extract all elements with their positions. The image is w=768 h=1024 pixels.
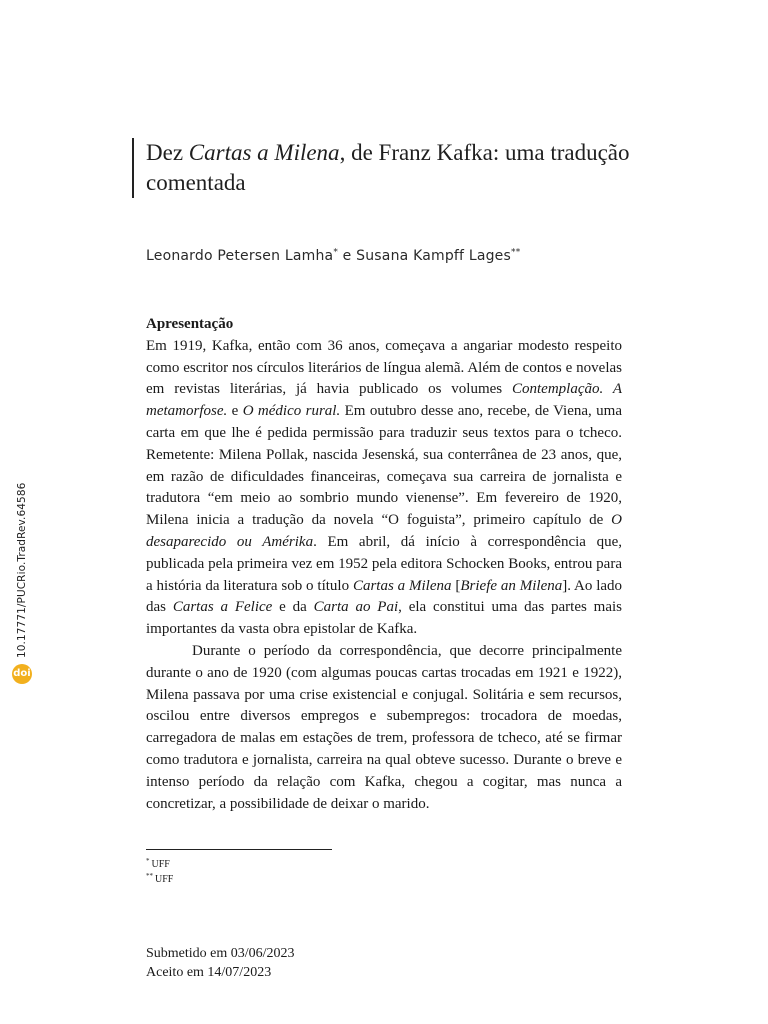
p1-text-7: e da bbox=[272, 599, 314, 616]
title-accent-bar bbox=[132, 138, 134, 198]
accepted-date: Aceito em 14/07/2023 bbox=[146, 965, 272, 980]
paragraph-2: Durante o período da correspondência, que decorre principalmente durante o ano de 1920 (com algumas poucas cartas trocadas em 1921 e 1922), Milena passava por uma crise existencial e conjugal. Solitária e sem recursos, oscilou entre diversos empregos e subempregos: trocadora de moedas, carregadora de malas em estações de trem, professora de tcheco, até se firmar como tradutora e jornalista, carreira na qual obteve sucesso. Durante o breve e intenso período da relação com Kafka, chegou a cogitar, mas nunca a concretizar, a possibilidade de deixar o marido. bbox=[146, 642, 622, 812]
p1-text-4: . Em abril, dá início à correspondência que, publicada pela primeira vez em 1952 pela editora Schocken Books, entrou para a história da literatura sob o título bbox=[146, 533, 622, 594]
p1-italic-7: Carta ao Pai bbox=[313, 599, 399, 616]
p1-italic-1: Contemplação. A metamorfose. bbox=[146, 381, 622, 420]
title-part-2: , de Franz Kafka: uma tradução comentada bbox=[146, 140, 630, 195]
title-italic: Cartas a Milena bbox=[188, 140, 340, 165]
p1-text-6: ]. Ao lado das bbox=[146, 577, 623, 616]
article-title bbox=[146, 138, 666, 198]
author-1: Leonardo Petersen Lamha bbox=[146, 248, 334, 264]
author-connector: e bbox=[338, 248, 357, 264]
footnote-divider bbox=[146, 849, 332, 850]
footnotes bbox=[146, 857, 173, 887]
submission-dates bbox=[146, 944, 295, 982]
article-body bbox=[146, 314, 622, 815]
footnote-2 bbox=[146, 872, 173, 887]
p1-text-3: Em outubro desse ano, recebe, de Viena, uma carta em que lhe é pedida permissão para traduzir seus textos para o tcheco. Remetente: Milena Pollak, nascida Jesenská, sua conterrânea de 23 anos, que, em razão de dificuldades financeiras, começava sua carreira de jornalista e tradutora “em meio ao sombrio mundo vienense”. Em fevereiro de 1920, Milena inicia a tradução da novela “O foguista”, primeiro capítulo de bbox=[146, 403, 622, 529]
p1-text-1: Em 1919, Kafka, então com 36 anos, começava a angariar modesto respeito como escritor nos círculos literários de língua alemã. Além de contos e novelas em revistas literárias, já havia publicado os volumes bbox=[146, 337, 622, 398]
section-heading: Apresentação bbox=[146, 316, 234, 332]
footnote-2-text: UFF bbox=[155, 874, 174, 885]
author-1-mark: * bbox=[333, 247, 339, 258]
p1-text-5: [ bbox=[451, 577, 461, 594]
doi-link[interactable] bbox=[12, 483, 32, 684]
title-part-1: Dez bbox=[146, 140, 189, 165]
p1-italic-2: O médico rural. bbox=[242, 403, 341, 420]
footnote-2-mark: ** bbox=[146, 871, 153, 880]
submitted-date: Submetido em 03/06/2023 bbox=[146, 946, 295, 961]
p1-italic-4: Cartas a Milena bbox=[352, 577, 452, 594]
footnote-1 bbox=[146, 857, 173, 872]
author-line bbox=[146, 248, 520, 264]
footnote-1-text: UFF bbox=[151, 859, 170, 870]
p1-text-8: , ela constitui uma das partes mais importantes da vasta obra epistolar de Kafka. bbox=[146, 599, 622, 638]
p1-italic-3: O desaparecido ou Amérika bbox=[146, 512, 622, 550]
p1-italic-5: Briefe an Milena bbox=[460, 577, 563, 594]
p1-italic-6: Cartas a Felice bbox=[172, 599, 273, 616]
doi-icon: doi bbox=[12, 664, 32, 684]
p1-text-2: e bbox=[227, 403, 243, 420]
doi-text[interactable]: 10.17771/PUCRio.TradRev.64586 bbox=[16, 482, 28, 658]
paragraph-1 bbox=[146, 336, 622, 641]
author-2: Susana Kampff Lages bbox=[356, 248, 511, 264]
footnote-1-mark: * bbox=[146, 856, 150, 865]
author-2-mark: ** bbox=[511, 247, 521, 258]
